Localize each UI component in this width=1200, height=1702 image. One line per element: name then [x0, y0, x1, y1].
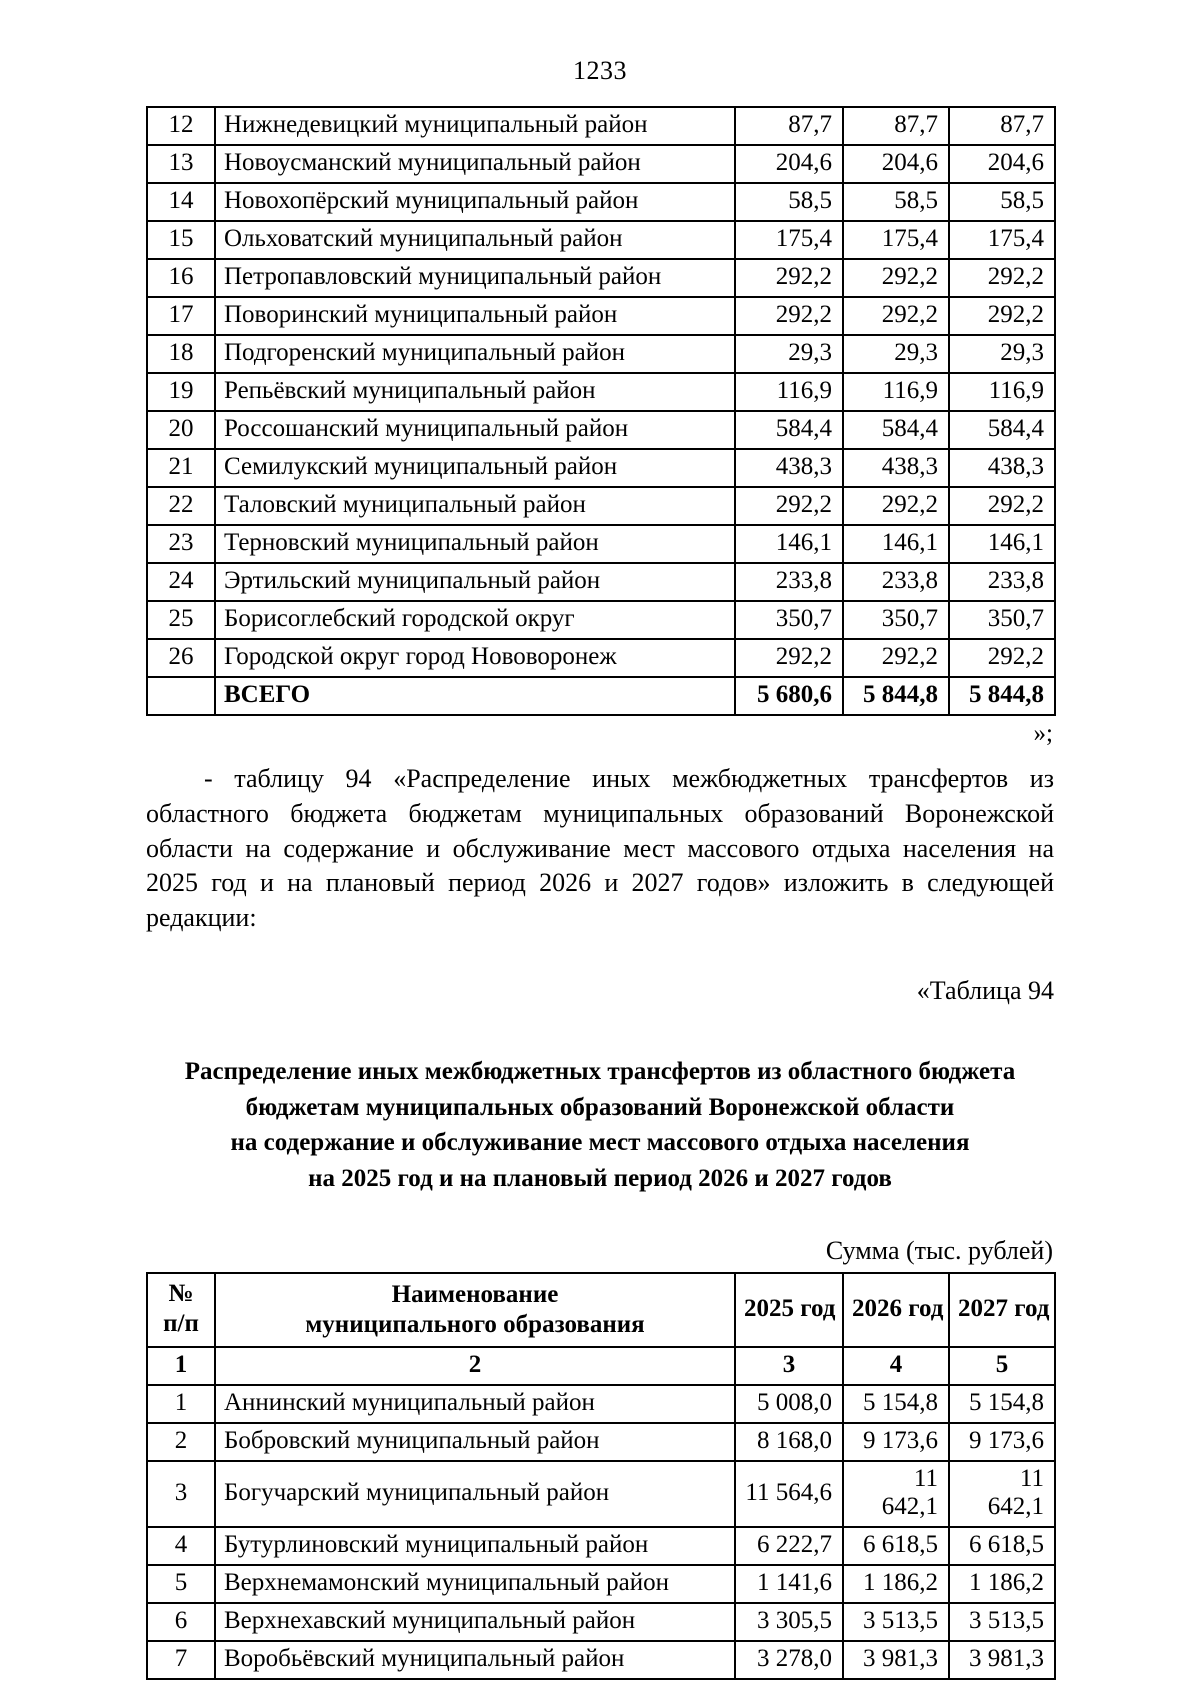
table-title-line-3: на содержание и обслуживание мест массового отдыха населения	[230, 1129, 970, 1157]
cell-2026: 29,3	[843, 335, 949, 373]
cell-2025: 116,9	[735, 373, 843, 411]
header-number-line-2: п/п	[163, 1310, 199, 1338]
cell-number: 14	[147, 183, 215, 221]
transfers-table-continued	[146, 106, 1056, 716]
cell-number: 20	[147, 411, 215, 449]
table-two-head	[147, 1273, 1055, 1385]
cell-number: 5	[147, 1565, 215, 1603]
column-number-row	[147, 1347, 1055, 1385]
cell-number: 4	[147, 1527, 215, 1565]
cell-municipality: Новоусманский муниципальный район	[215, 145, 735, 183]
cell-2025: 233,8	[735, 563, 843, 601]
header-number-line-1: №	[168, 1280, 194, 1308]
table-row	[147, 639, 1055, 677]
cell-municipality: Поворинский муниципальный район	[215, 297, 735, 335]
table-row	[147, 1461, 1055, 1527]
cell-number: 25	[147, 601, 215, 639]
table-row	[147, 373, 1055, 411]
cell-municipality: Семилукский муниципальный район	[215, 449, 735, 487]
cell-2027: 350,7	[949, 601, 1055, 639]
cell-number: 22	[147, 487, 215, 525]
table-row	[147, 411, 1055, 449]
cell-2027: 5 844,8	[949, 677, 1055, 715]
cell-number: 18	[147, 335, 215, 373]
cell-2027: 11 642,1	[949, 1461, 1055, 1527]
cell-2026: 292,2	[843, 259, 949, 297]
table-row	[147, 297, 1055, 335]
cell-2026: 438,3	[843, 449, 949, 487]
cell-number: 7	[147, 1641, 215, 1679]
cell-number: 2	[147, 1423, 215, 1461]
cell-municipality: Богучарский муниципальный район	[215, 1461, 735, 1527]
cell-municipality: Городской округ город Нововоронеж	[215, 639, 735, 677]
cell-2027: 292,2	[949, 259, 1055, 297]
cell-2026: 1 186,2	[843, 1565, 949, 1603]
cell-2025: 438,3	[735, 449, 843, 487]
table-row	[147, 1527, 1055, 1565]
cell-municipality: Ольховатский муниципальный район	[215, 221, 735, 259]
table-row	[147, 107, 1055, 145]
table-two-body	[147, 1385, 1055, 1679]
table-title	[140, 1054, 1060, 1196]
transfers-table-94	[146, 1272, 1056, 1680]
cell-2025: 146,1	[735, 525, 843, 563]
cell-number: 19	[147, 373, 215, 411]
cell-municipality: Бутурлиновский муниципальный район	[215, 1527, 735, 1565]
cell-municipality: Бобровский муниципальный район	[215, 1423, 735, 1461]
cell-municipality: Аннинский муниципальный район	[215, 1385, 735, 1423]
cell-2027: 5 154,8	[949, 1385, 1055, 1423]
cell-2026: 5 154,8	[843, 1385, 949, 1423]
cell-2025: 292,2	[735, 487, 843, 525]
cell-2026: 11 642,1	[843, 1461, 949, 1527]
cell-2027: 292,2	[949, 639, 1055, 677]
cell-2027: 204,6	[949, 145, 1055, 183]
header-cell-number	[147, 1273, 215, 1347]
page-number: 1233	[573, 56, 627, 85]
colnum-4: 4	[843, 1347, 949, 1385]
cell-2026: 58,5	[843, 183, 949, 221]
cell-2026: 584,4	[843, 411, 949, 449]
cell-2025: 175,4	[735, 221, 843, 259]
cell-2025: 3 278,0	[735, 1641, 843, 1679]
table-row	[147, 449, 1055, 487]
cell-number: 21	[147, 449, 215, 487]
cell-number: 16	[147, 259, 215, 297]
cell-municipality: Россошанский муниципальный район	[215, 411, 735, 449]
cell-2026: 204,6	[843, 145, 949, 183]
cell-2025: 11 564,6	[735, 1461, 843, 1527]
table-one-body	[147, 107, 1055, 715]
table-row	[147, 221, 1055, 259]
header-name-line-2: муниципального образования	[305, 1311, 645, 1339]
table-row	[147, 1423, 1055, 1461]
colnum-2: 2	[215, 1347, 735, 1385]
cell-2026: 116,9	[843, 373, 949, 411]
cell-2026: 292,2	[843, 639, 949, 677]
cell-number: 15	[147, 221, 215, 259]
table-row	[147, 1641, 1055, 1679]
cell-number: 17	[147, 297, 215, 335]
cell-municipality: Таловский муниципальный район	[215, 487, 735, 525]
table-row	[147, 487, 1055, 525]
cell-2026: 3 981,3	[843, 1641, 949, 1679]
cell-municipality: Репьёвский муниципальный район	[215, 373, 735, 411]
table-row	[147, 183, 1055, 221]
cell-municipality: Воробьёвский муниципальный район	[215, 1641, 735, 1679]
header-cell-name	[215, 1273, 735, 1347]
cell-2026: 146,1	[843, 525, 949, 563]
cell-2025: 292,2	[735, 259, 843, 297]
cell-2025: 5 680,6	[735, 677, 843, 715]
table-one-container	[146, 106, 1054, 716]
amendment-paragraph: - таблицу 94 «Распределение иных межбюджетных трансфертов из областного бюджета бюджетам муниципальных образований Воронежской области на содержание и обслуживание мест массового отдыха населения на 2025 год и на плановый период 2026 и 2027 годов» изложить в следующей редакции:	[146, 764, 1054, 933]
cell-2026: 5 844,8	[843, 677, 949, 715]
cell-2026: 292,2	[843, 487, 949, 525]
cell-2025: 29,3	[735, 335, 843, 373]
cell-municipality: Нижнедевицкий муниципальный район	[215, 107, 735, 145]
cell-number: 13	[147, 145, 215, 183]
table-title-line-1: Распределение иных межбюджетных трансфертов из областного бюджета	[184, 1058, 1016, 1086]
cell-number: 23	[147, 525, 215, 563]
cell-2025: 3 305,5	[735, 1603, 843, 1641]
sum-units-caption: Сумма (тыс. рублей)	[825, 1236, 1053, 1266]
cell-2027: 116,9	[949, 373, 1055, 411]
header-cell-2025: 2025 год	[735, 1273, 843, 1347]
cell-municipality: Верхнехавский муниципальный район	[215, 1603, 735, 1641]
table-label-94: «Таблица 94	[916, 976, 1054, 1006]
header-cell-2026: 2026 год	[843, 1273, 949, 1347]
cell-2025: 8 168,0	[735, 1423, 843, 1461]
cell-2027: 58,5	[949, 183, 1055, 221]
cell-2025: 87,7	[735, 107, 843, 145]
cell-2027: 233,8	[949, 563, 1055, 601]
cell-2026: 350,7	[843, 601, 949, 639]
cell-number: 12	[147, 107, 215, 145]
cell-municipality: ВСЕГО	[215, 677, 735, 715]
cell-2027: 87,7	[949, 107, 1055, 145]
cell-2027: 292,2	[949, 297, 1055, 335]
colnum-1: 1	[147, 1347, 215, 1385]
cell-municipality: Петропавловский муниципальный район	[215, 259, 735, 297]
table-row	[147, 1385, 1055, 1423]
cell-2025: 58,5	[735, 183, 843, 221]
cell-2025: 5 008,0	[735, 1385, 843, 1423]
cell-2025: 350,7	[735, 601, 843, 639]
cell-2025: 292,2	[735, 639, 843, 677]
cell-2025: 204,6	[735, 145, 843, 183]
cell-2027: 29,3	[949, 335, 1055, 373]
cell-number: 26	[147, 639, 215, 677]
cell-2026: 175,4	[843, 221, 949, 259]
cell-2026: 3 513,5	[843, 1603, 949, 1641]
cell-2027: 584,4	[949, 411, 1055, 449]
cell-2025: 1 141,6	[735, 1565, 843, 1603]
cell-2027: 1 186,2	[949, 1565, 1055, 1603]
table-row	[147, 525, 1055, 563]
cell-2027: 438,3	[949, 449, 1055, 487]
cell-number: 6	[147, 1603, 215, 1641]
table-row	[147, 335, 1055, 373]
table-row	[147, 563, 1055, 601]
table-row	[147, 259, 1055, 297]
table-row	[147, 601, 1055, 639]
cell-2026: 9 173,6	[843, 1423, 949, 1461]
table-title-line-4: на 2025 год и на плановый период 2026 и 2027 годов	[308, 1164, 892, 1192]
cell-2026: 292,2	[843, 297, 949, 335]
table-two-container	[146, 1272, 1054, 1680]
cell-2026: 6 618,5	[843, 1527, 949, 1565]
closing-quote: »;	[1033, 720, 1053, 747]
cell-municipality: Подгоренский муниципальный район	[215, 335, 735, 373]
cell-2027: 292,2	[949, 487, 1055, 525]
cell-municipality: Борисоглебский городской округ	[215, 601, 735, 639]
cell-municipality: Верхнемамонский муниципальный район	[215, 1565, 735, 1603]
cell-number: 3	[147, 1461, 215, 1527]
cell-2027: 175,4	[949, 221, 1055, 259]
colnum-3: 3	[735, 1347, 843, 1385]
cell-number: 1	[147, 1385, 215, 1423]
colnum-5: 5	[949, 1347, 1055, 1385]
cell-2027: 3 513,5	[949, 1603, 1055, 1641]
cell-2025: 6 222,7	[735, 1527, 843, 1565]
cell-2025: 292,2	[735, 297, 843, 335]
table-title-line-2: бюджетам муниципальных образований Воронежской области	[245, 1093, 955, 1121]
table-row	[147, 1565, 1055, 1603]
table-header-row	[147, 1273, 1055, 1347]
cell-2026: 233,8	[843, 563, 949, 601]
table-row	[147, 145, 1055, 183]
cell-2026: 87,7	[843, 107, 949, 145]
cell-number	[147, 677, 215, 715]
header-name-line-1: Наименование	[391, 1281, 559, 1309]
cell-2027: 9 173,6	[949, 1423, 1055, 1461]
cell-2027: 146,1	[949, 525, 1055, 563]
cell-2027: 3 981,3	[949, 1641, 1055, 1679]
table-row	[147, 1603, 1055, 1641]
cell-2027: 6 618,5	[949, 1527, 1055, 1565]
header-cell-2027: 2027 год	[949, 1273, 1055, 1347]
cell-municipality: Новохопёрский муниципальный район	[215, 183, 735, 221]
table-total-row	[147, 677, 1055, 715]
cell-municipality: Эртильский муниципальный район	[215, 563, 735, 601]
cell-2025: 584,4	[735, 411, 843, 449]
cell-municipality: Терновский муниципальный район	[215, 525, 735, 563]
cell-number: 24	[147, 563, 215, 601]
